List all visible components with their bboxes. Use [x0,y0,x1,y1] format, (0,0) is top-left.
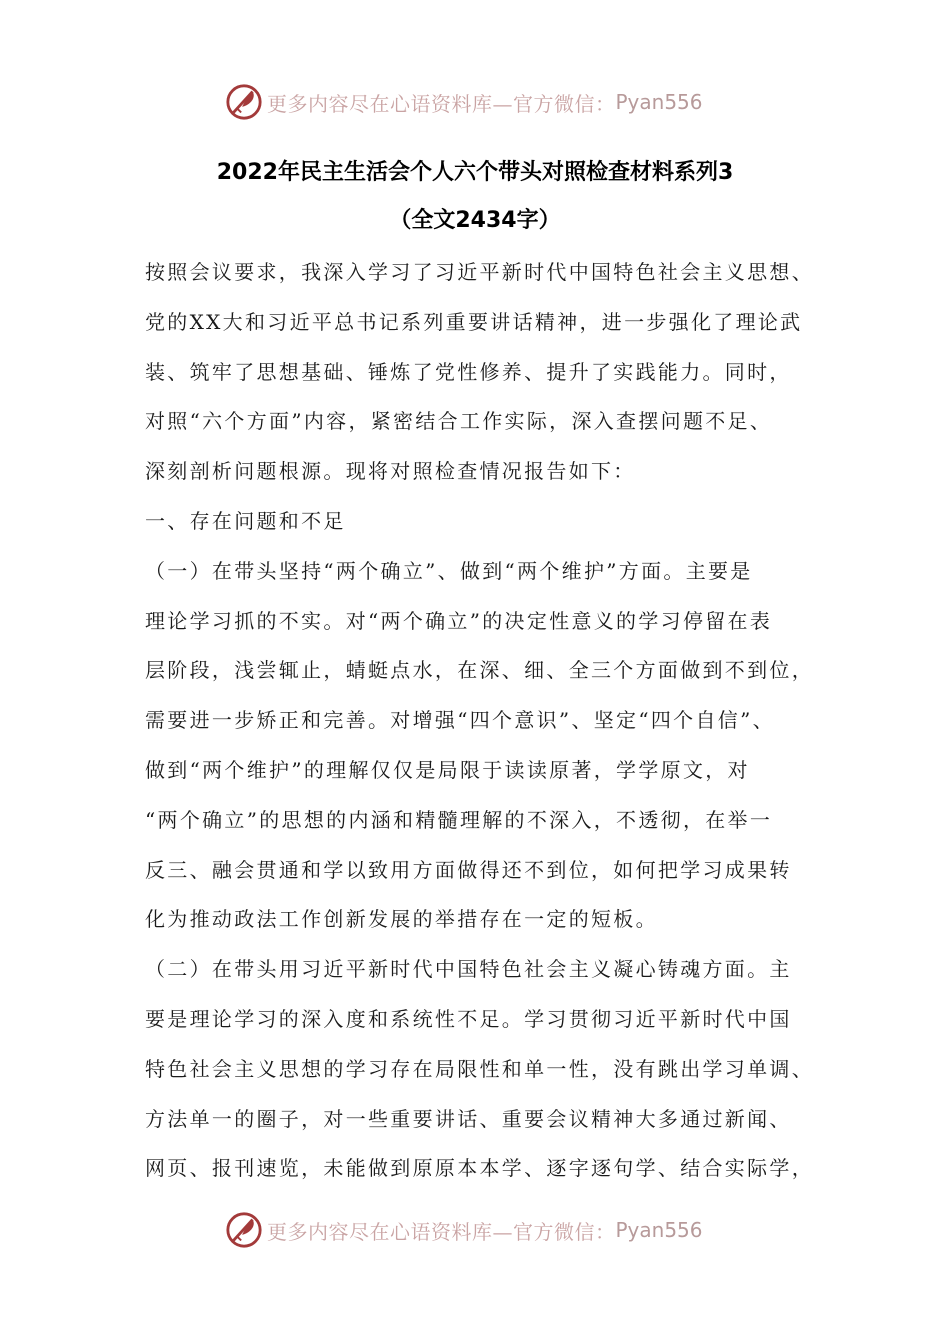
body-line: 对照“六个方面”内容，紧密结合工作实际，深入查摆问题不足、 [145,409,773,434]
watermark-text: 更多内容尽在心语资料库—官方微信： [267,1219,616,1244]
body-line: 深刻剖析问题根源。现将对照检查情况报告如下： [145,459,636,484]
body-line: 按照会议要求，我深入学习了习近平新时代中国特色社会主义思想、 [145,260,814,284]
watermark-wechat-id: Pyan556 [615,1218,703,1242]
body-line: 反三、融会贯通和学以致用方面做得还不到位，如何把学习成果转 [145,857,792,882]
body-line: 特色社会主义思想的学习存在局限性和单一性，没有跳出学习单调、 [145,1056,814,1081]
body-line: 化为推动政法工作创新发展的举措存在一定的短板。 [145,907,658,932]
watermark-banner-bottom [225,1210,703,1250]
body-line: 网页、报刊速览，未能做到原原本本学、逐字逐句学、结合实际学， [145,1156,814,1181]
quill-logo-icon [225,1211,263,1249]
body-line: 装、筑牢了思想基础、锤炼了党性修养、提升了实践能力。同时， [145,359,792,384]
body-line: （二）在带头用习近平新时代中国特色社会主义凝心铸魂方面。主 [145,957,792,982]
body-line: 党的XX大和习近平总书记系列重要讲话精神，进一步强化了理论武 [145,309,803,334]
body-line: （一）在带头坚持“两个确立”、做到“两个维护”方面。主要是 [145,558,753,583]
document-subtitle-wordcount: （全文2434字） [389,208,561,233]
watermark-wechat-id: Pyan556 [615,90,703,114]
quill-logo-icon [225,83,263,121]
body-line: 理论学习抓的不实。对“两个确立”的决定性意义的学习停留在表 [145,608,773,633]
body-line: 层阶段，浅尝辄止，蜻蜓点水，在深、细、全三个方面做到不到位， [145,658,814,683]
body-line: “两个确立”的思想的内涵和精髓理解的不深入，不透彻，在举一 [145,807,773,832]
document-title: 2022年民主生活会个人六个带头对照检查材料系列3 [216,160,734,185]
body-line: 要是理论学习的深入度和系统性不足。学习贯彻习近平新时代中国 [145,1006,792,1031]
watermark-text: 更多内容尽在心语资料库—官方微信： [267,91,616,116]
watermark-banner-top [225,82,703,122]
document-body [145,254,825,1194]
section-heading: 一、存在问题和不足 [145,508,346,533]
body-line: 需要进一步矫正和完善。对增强“四个意识”、坚定“四个自信”、 [145,708,775,733]
body-line: 方法单一的圈子，对一些重要讲话、重要会议精神大多通过新闻、 [145,1106,792,1131]
body-line: 做到“两个维护”的理解仅仅是局限于读读原著，学学原文，对 [145,757,750,782]
